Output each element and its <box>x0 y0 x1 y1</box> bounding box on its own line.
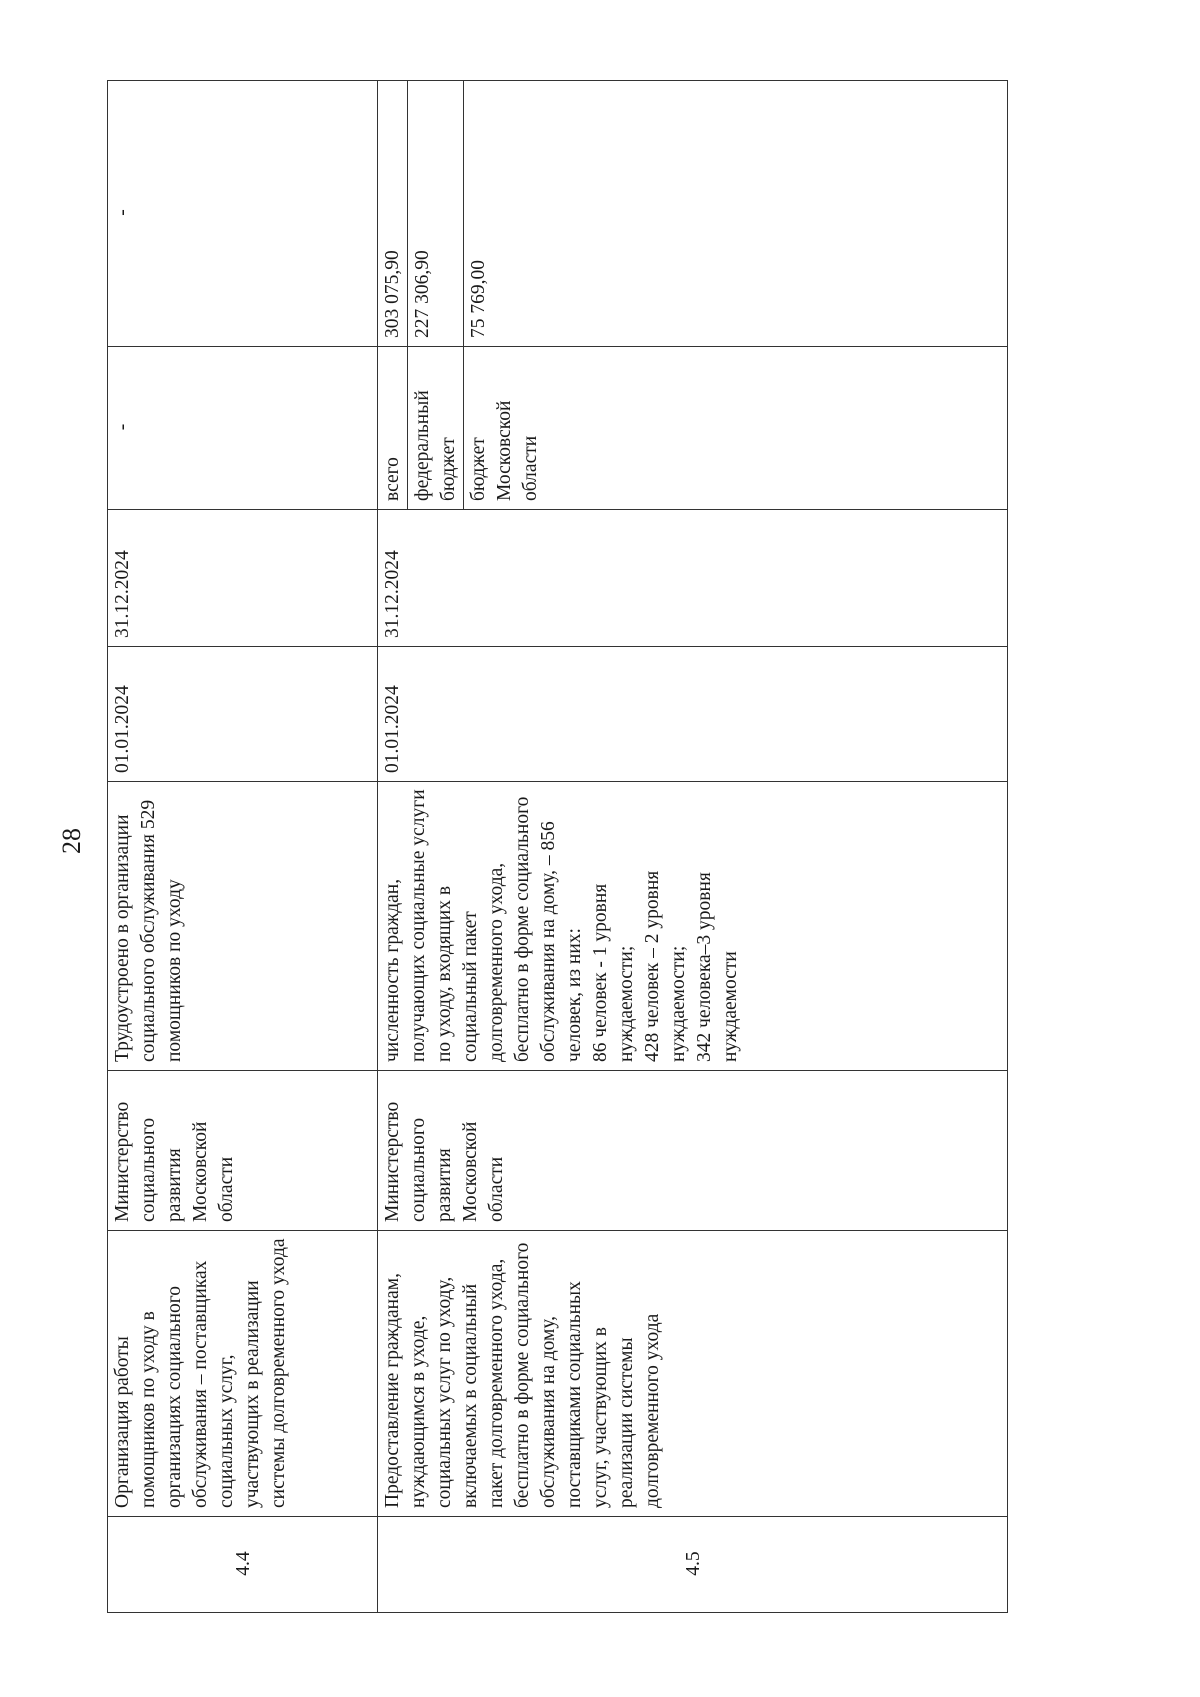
funding-sources <box>378 347 1008 510</box>
table-rotator <box>107 81 1007 1613</box>
result-line: 342 человека–3 уровня нуждаемости <box>694 872 741 1062</box>
funding-amount: 75 769,00 <box>468 260 489 338</box>
funding-amounts <box>378 81 1008 347</box>
funding-amount: 227 306,90 <box>408 81 464 346</box>
result-line: 86 человек - 1 уровня нуждаемости; <box>590 883 637 1062</box>
executor: Министерство социального развития Московской области <box>378 1071 1008 1231</box>
row-number: 4.4 <box>108 1517 378 1613</box>
measure-name: Организация работы помощников по уходу в организациях социального обслуживания – поставщиках социальных услуг, участвующих в реализации системы долговременного ухода <box>108 1231 378 1517</box>
executor: Министерство социального развития Московской области <box>108 1071 378 1231</box>
table-row <box>108 81 378 1613</box>
page-number: 28 <box>57 828 86 854</box>
result-line: 428 человек – 2 уровня нуждаемости; <box>642 870 689 1062</box>
row-number: 4.5 <box>378 1517 1008 1613</box>
start-date: 01.01.2024 <box>108 647 378 782</box>
funding-source: бюджет Московской области <box>468 400 541 501</box>
result-line: численность граждан, получающих социальные услуги по уходу, входящих в социальный пакет долговременного ухода, бесплатно в форме социального обслуживания на дому, – 856 человек, из них: <box>382 789 585 1062</box>
result <box>378 782 1008 1071</box>
funding-source: всего <box>378 347 408 509</box>
result: Трудоустроено в организации социального обслуживания 529 помощников по уходу <box>108 782 378 1071</box>
measure-name: Предоставление гражданам, нуждающимся в уходе, социальных услуг по уходу, включаемых в социальный пакет долговременного ухода, бесплатно в форме социального обслуживания на дому, поставщиками социальных услуг, участвующих в реализации системы долговременного ухода <box>378 1231 1008 1517</box>
measures-table <box>107 80 1008 1613</box>
table-frame <box>107 81 1007 1613</box>
start-date: 01.01.2024 <box>378 647 1008 782</box>
funding-source: федеральный бюджет <box>408 347 464 509</box>
funding-amount: - <box>108 81 378 347</box>
funding-amount: 303 075,90 <box>378 81 408 346</box>
table-row <box>378 81 1008 1613</box>
funding-source: - <box>108 347 378 510</box>
end-date: 31.12.2024 <box>108 510 378 647</box>
end-date: 31.12.2024 <box>378 510 1008 647</box>
